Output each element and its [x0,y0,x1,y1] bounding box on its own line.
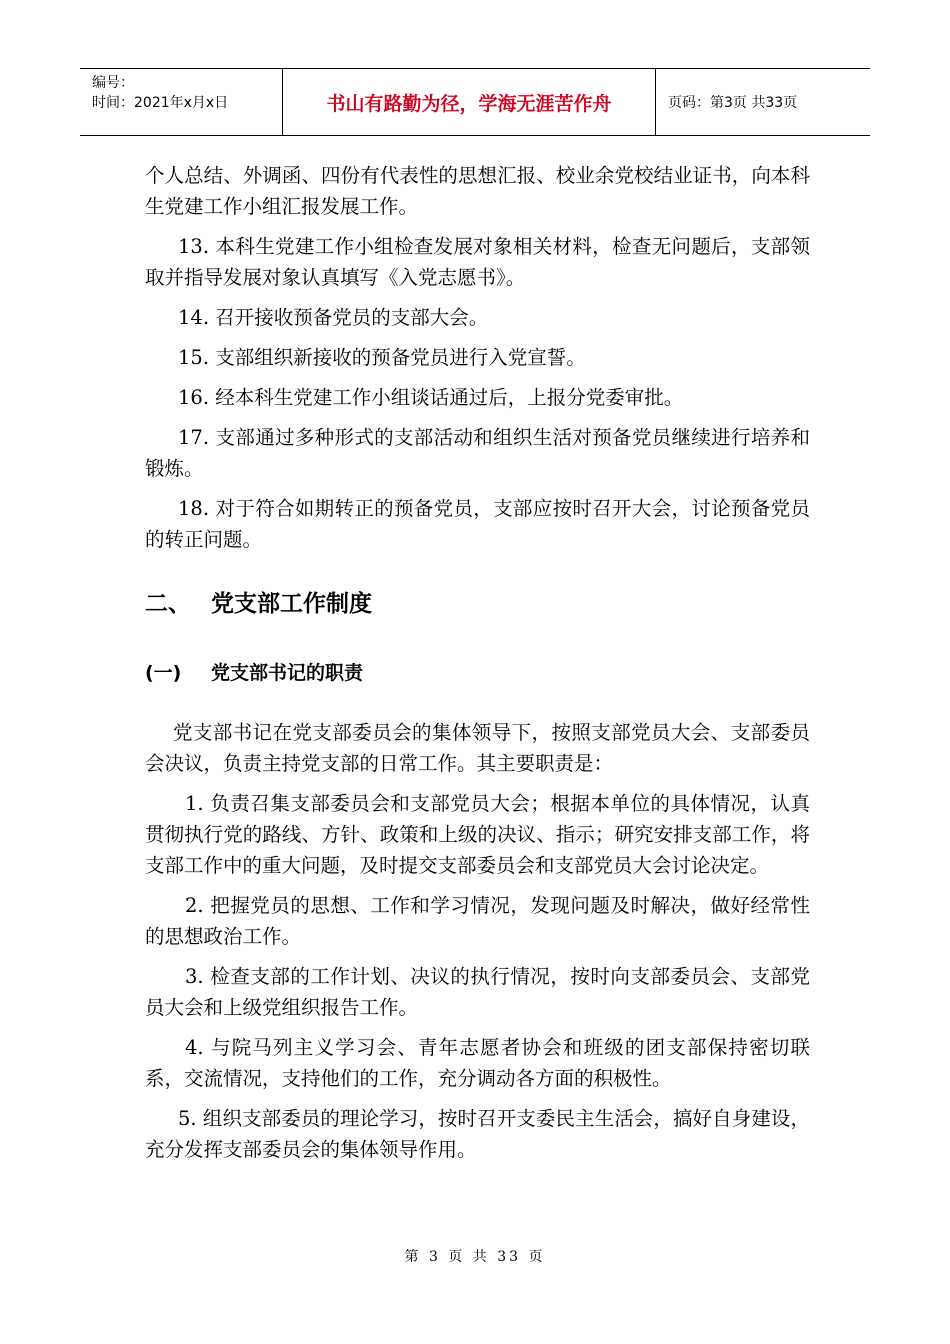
duty-item: 5. 组织支部委员的理论学习，按时召开支委民主生活会，搞好自身建设，充分发挥支部委员会的集体领导作用。 [145,1107,810,1161]
section-number: 二、 [145,590,191,617]
paragraph: 15. 支部组织新接收的预备党员进行入党宣誓。 [178,346,586,369]
serial-label: 编号： [92,75,134,91]
subsection-heading [145,651,810,691]
page-header [80,68,870,136]
section-title: 党支部工作制度 [211,590,372,617]
duty-item: 4. 与院马列主义学习会、青年志愿者协会和班级的团支部保持密切联系，交流情况，支持他们的工作，充分调动各方面的积极性。 [145,1036,810,1090]
duty-item: 3. 检查支部的工作计划、决议的执行情况，按时向支部委员会、支部党员大会和上级党组织报告工作。 [145,965,810,1019]
subsection-title: 党支部书记的职责 [211,661,364,684]
paragraph: 14. 召开接收预备党员的支部大会。 [178,306,489,329]
paragraph: 18. 对于符合如期转正的预备党员，支部应按时召开大会，讨论预备党员的转正问题。 [145,497,810,551]
intro-paragraph: 党支部书记在党支部委员会的集体领导下，按照支部党员大会、支部委员会决议，负责主持党支部的日常工作。其主要职责是： [145,721,810,775]
time-label: 时间：2021年x月x日 [92,95,229,111]
duty-item: 1. 负责召集支部委员会和支部党员大会；根据本单位的具体情况，认真贯彻执行党的路线、方针、政策和上级的决议、指示；研究安排支部工作，将支部工作中的重大问题，及时提交支部委员会和支部党员大会讨论决定。 [145,792,810,877]
duty-item: 2. 把握党员的思想、工作和学习情况，发现问题及时解决，做好经常性的思想政治工作。 [145,894,810,948]
paragraph: 个人总结、外调函、四份有代表性的思想汇报、校业余党校结业证书，向本科生党建工作小组汇报发展工作。 [145,164,810,218]
page-footer: 第 3 页 共 33 页 [404,1249,546,1265]
header-meta [80,69,283,135]
paragraph: 17. 支部通过多种形式的支部活动和组织生活对预备党员继续进行培养和锻炼。 [145,426,810,480]
section-heading [145,581,810,621]
paragraph: 16. 经本科生党建工作小组谈话通过后，上报分党委审批。 [178,386,684,409]
header-page-info: 页码：第3页 共33页 [668,95,798,111]
paragraph: 13. 本科生党建工作小组检查发展对象相关材料，检查无问题后，支部领取并指导发展对象认真填写《入党志愿书》。 [145,235,810,289]
document-body [145,160,810,1174]
subsection-number: (一) [145,661,182,684]
header-motto: 书山有路勤为径，学海无涯苦作舟 [283,69,656,135]
